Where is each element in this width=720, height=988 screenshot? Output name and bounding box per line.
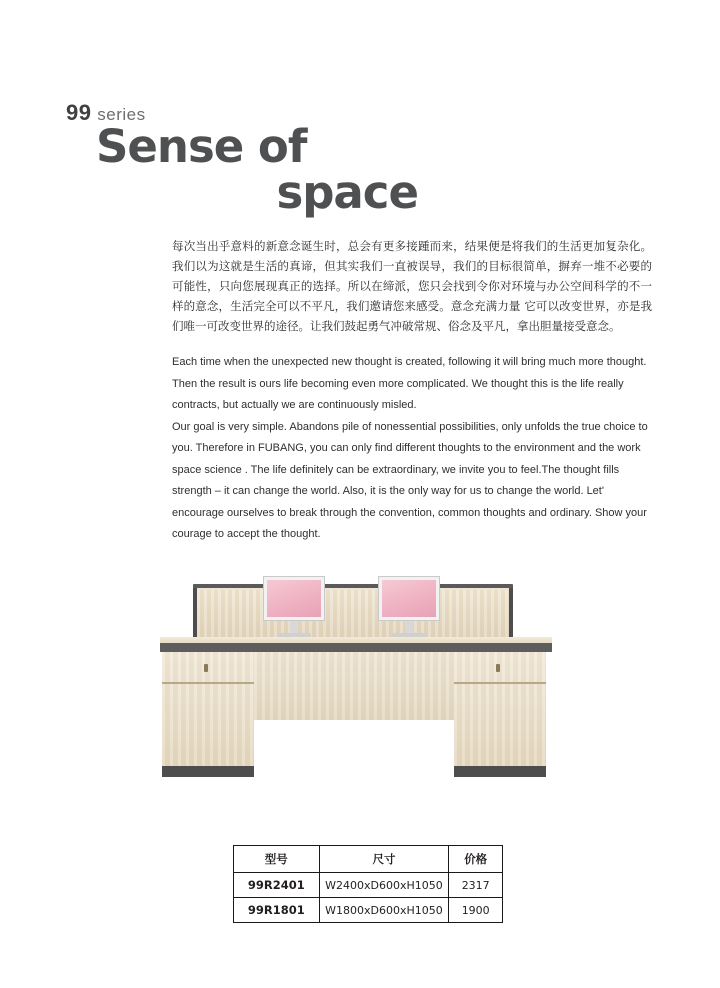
table-row — [234, 898, 503, 923]
desk-knee-space — [254, 720, 454, 738]
pedestal-right-drawer-seam — [454, 682, 546, 684]
series-number: 99 — [66, 100, 92, 125]
desk-edge-band — [160, 643, 552, 652]
monitor-right-screen — [382, 580, 436, 617]
cell-price: 1900 — [449, 898, 503, 923]
table-row — [234, 873, 503, 898]
header-model: 型号 — [234, 846, 320, 873]
cell-model: 99R2401 — [234, 873, 320, 898]
english-paragraph-2: Our goal is very simple. Abandons pile of nonessential possibilities, only unfolds the true choice to you. Therefore in FUBANG, you can only find different thoughts to the environment and the work space science . The life definitely can be extraordinary, we invite you to feel.The thought fills strength – it can change the world. Also, it is the only way for us to change the world. Let' encourage ourselves to break through the convention, common thoughts and ordinary. Show your courage to accept the thought. — [172, 420, 648, 540]
headline-line-2: space — [276, 166, 418, 219]
english-paragraph-1: Each time when the unexpected new thought is created, following it will bring much more thought. Then the result is ours life becoming even more complicated. We thought this is the life really contracts, but actually we are continuously misled. — [172, 356, 647, 411]
cell-size: W2400xD600xH1050 — [319, 873, 449, 898]
pedestal-left-lock-icon — [204, 664, 208, 672]
monitor-right — [378, 576, 440, 621]
product-photo — [150, 560, 570, 820]
pedestal-right-plinth — [454, 766, 546, 777]
monitor-left-screen — [267, 580, 321, 617]
pedestal-left-plinth — [162, 766, 254, 777]
spec-table — [233, 845, 503, 923]
pedestal-left-grain — [162, 652, 254, 777]
chinese-paragraph: 每次当出乎意料的新意念诞生时，总会有更多接踵而来，结果便是将我们的生活更加复杂化。我们以为这就是生活的真谛，但其实我们一直被误导，我们的目标很简单，摒弃一堆不必要的可能性，只向您展现真正的选择。所以在缔派，您只会找到令你对环境与办公空间科学的不一样的意念，生活完全可以不平凡，我们邀请您来感受。意念充满力量 它可以改变世界，亦是我们唯一可改变世界的途径。让我们鼓起勇气冲破常规、俗念及平凡，拿出胆量接受意念。 — [172, 239, 652, 333]
headline-line-1: Sense of — [96, 120, 307, 173]
header-price: 价格 — [449, 846, 503, 873]
desk-modesty-grain — [254, 652, 454, 720]
english-copy — [172, 352, 656, 546]
page-title — [96, 120, 436, 219]
table-header-row — [234, 846, 503, 873]
series-word: series — [97, 105, 146, 124]
pedestal-right-lock-icon — [496, 664, 500, 672]
monitor-left — [263, 576, 325, 621]
cell-model: 99R1801 — [234, 898, 320, 923]
cell-size: W1800xD600xH1050 — [319, 898, 449, 923]
pedestal-left-drawer-seam — [162, 682, 254, 684]
pedestal-right-grain — [454, 652, 546, 777]
header-size: 尺寸 — [319, 846, 449, 873]
cell-price: 2317 — [449, 873, 503, 898]
